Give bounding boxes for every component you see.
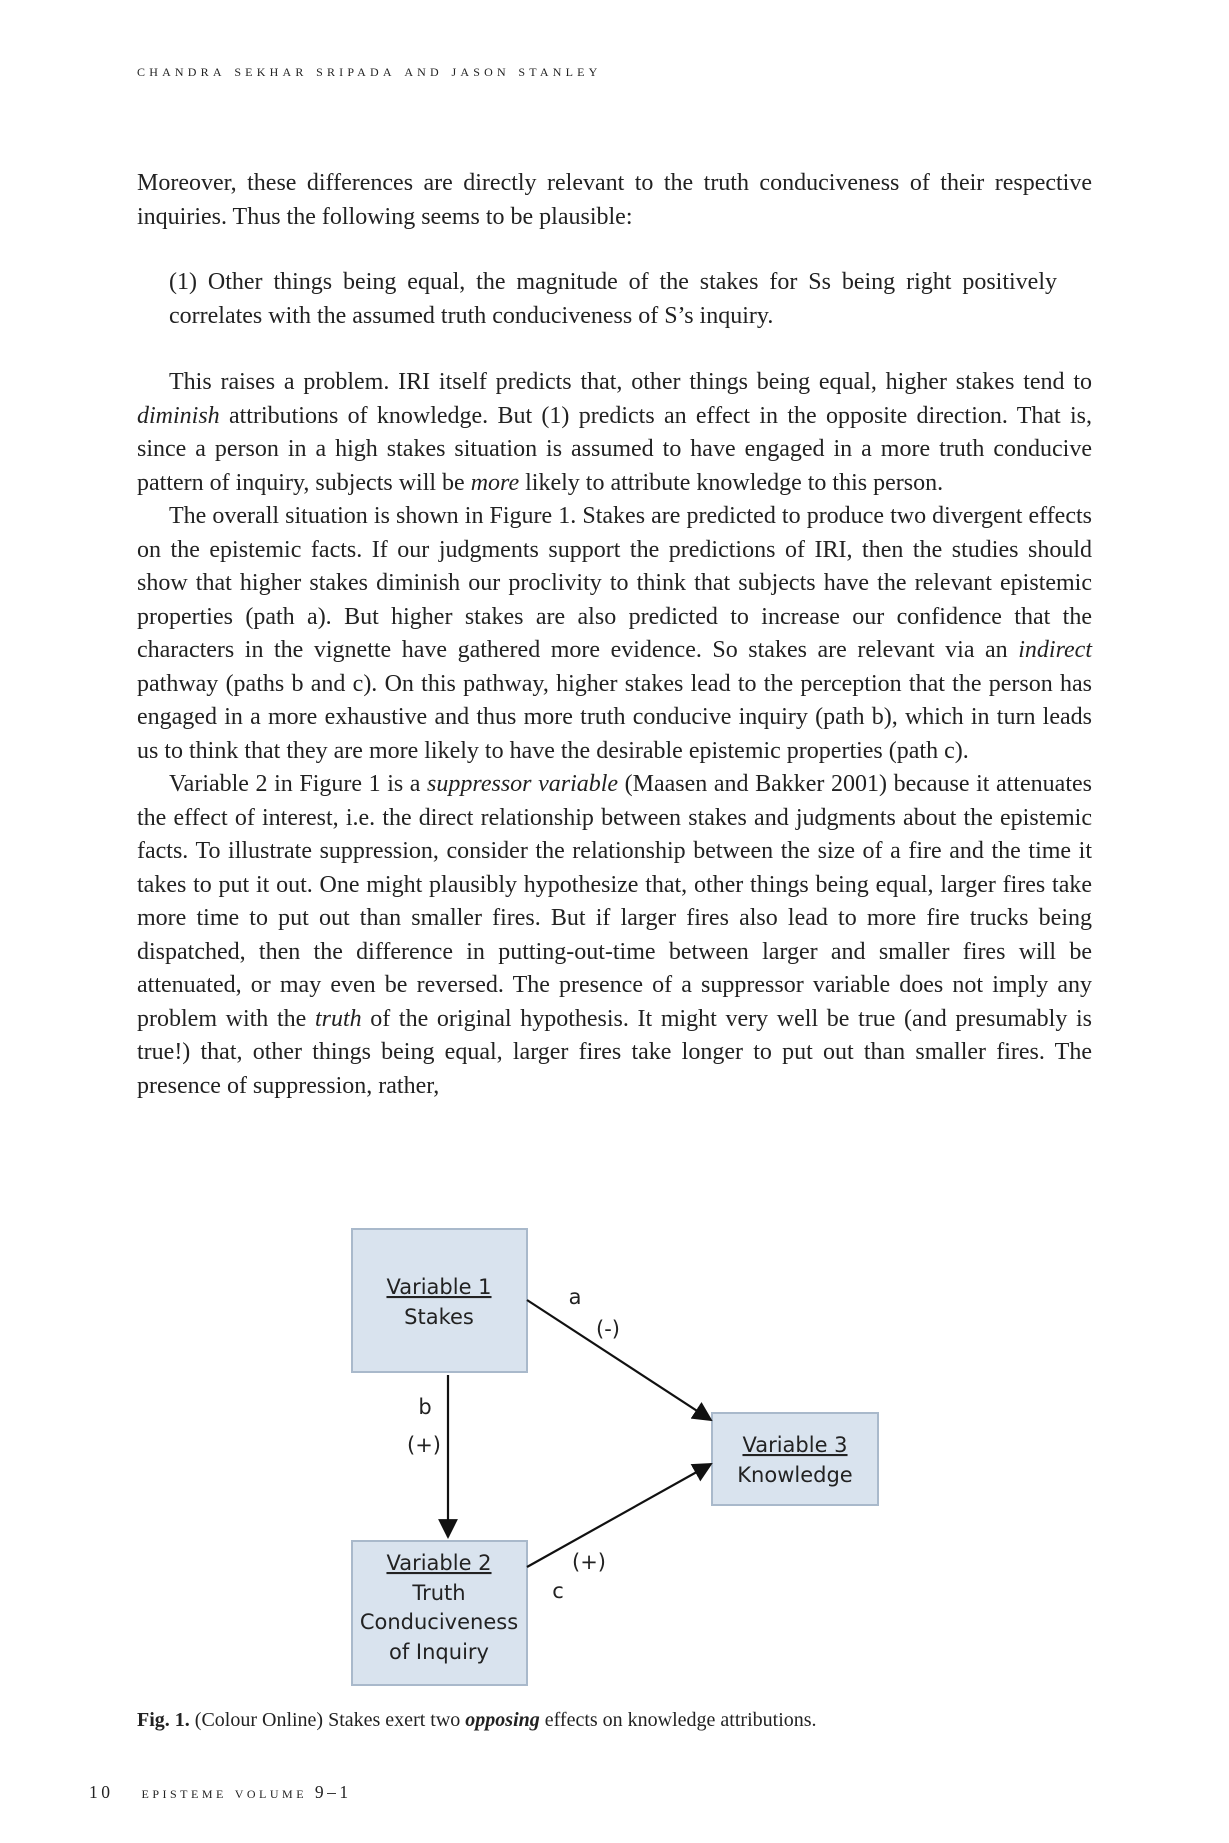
variable-2-title: Variable 2 — [386, 1551, 492, 1575]
p4-emphasis-truth: truth — [314, 1005, 362, 1032]
p2-emphasis-more: more — [470, 469, 520, 496]
p2-text-a: This raises a problem. IRI itself predicts that, other things being equal, higher stakes tend to — [169, 369, 1092, 395]
p2-text-b: attributions of knowledge. But (1) predicts an effect in the opposite direction. That is, since a person in a high stakes situation is assumed to have engaged in a more truth conducive pattern of inquiry, subjects will be — [137, 402, 1092, 496]
p4-text-c: of the original hypothesis. It might very well be true (and presumably is true!) that, other things being equal, larger fires take longer to put out than smaller fires. The presence of suppression, rather, — [137, 1005, 1092, 1099]
path-a-label: a — [568, 1285, 582, 1309]
variable-2-line-3: of Inquiry — [389, 1640, 489, 1664]
caption-emphasis: opposing — [465, 1709, 540, 1731]
variable-2-line-1: Truth — [412, 1581, 466, 1605]
p3-emphasis-indirect: indirect — [1018, 637, 1092, 663]
variable-1-box — [352, 1229, 527, 1372]
paragraph-1: Moreover, these differences are directly relevant to the truth conduciveness of their respective inquiries. Thus the following seems to be plausible: — [137, 170, 1092, 230]
p4-text-b: (Maasen and Bakker 2001) because it attenuates the effect of interest, i.e. the direct relationship between stakes and judgments about the epistemic facts. To illustrate suppression, consider the relationship between the size of a fire and the time it takes to put it out. One might plausibly hypothesize that, other things being equal, larger fires take more time to put out than smaller fires. But if larger fires also lead to more fire trucks being dispatched, then the difference in putting-out-time between larger and smaller fires will be attenuated, or may even be reversed. The presence of a suppressor variable does not imply any problem with the — [137, 771, 1092, 1032]
path-c-sign: (+) — [572, 1550, 606, 1574]
p2-text-c: likely to attribute knowledge to this person. — [519, 469, 944, 496]
variable-1-label: Stakes — [404, 1305, 474, 1329]
paragraph-2 — [137, 366, 1092, 500]
path-c-label: c — [552, 1579, 564, 1603]
body-text — [137, 167, 1092, 1103]
caption-text-a: (Colour Online) Stakes exert two — [189, 1709, 466, 1731]
path-b-sign: (+) — [407, 1433, 441, 1457]
p3-text-a: The overall situation is shown in Figure 1. Stakes are predicted to produce two divergent effects on the epistemic facts. If our judgments support the predictions of IRI, then the studies should show that higher stakes diminish our proclivity to think that subjects have the relevant epistemic properties (path a). But higher stakes are also predicted to increase our confidence that the characters in the vignette have gathered more evidence. So stakes are relevant via an — [137, 503, 1092, 663]
paragraph-3 — [137, 500, 1092, 768]
variable-3-box — [712, 1413, 878, 1505]
variable-3-label: Knowledge — [737, 1463, 853, 1487]
numbered-claim-1: (1) Other things being equal, the magnitude of the stakes for Ss being right positively correlates with the assumed truth conduciveness of S’s inquiry. — [169, 269, 1057, 329]
variable-2-line-2: Conduciveness — [359, 1610, 519, 1634]
paragraph-4 — [137, 768, 1092, 1103]
p3-text-b: pathway (paths b and c). On this pathway, higher stakes lead to the perception that the person has engaged in a more exhaustive and thus more truth conducive inquiry (path b), which in turn leads us to think that they are more likely to have the desirable epistemic properties (path c). — [137, 670, 1092, 764]
journal-name: episteme volume 9–1 — [141, 1782, 352, 1802]
figure-caption — [137, 1709, 817, 1732]
variable-3-title: Variable 3 — [742, 1433, 848, 1457]
variable-1-title: Variable 1 — [386, 1275, 492, 1299]
p4-emphasis-suppressor: suppressor variable — [427, 771, 619, 797]
running-head: chandra sekhar sripada and jason stanley — [137, 60, 602, 80]
figure-1-diagram — [330, 1225, 900, 1695]
p2-emphasis-diminish: diminish — [137, 402, 220, 429]
path-c-arrow — [527, 1464, 711, 1567]
caption-text-b: effects on knowledge attributions. — [539, 1709, 817, 1731]
path-b-label: b — [418, 1395, 432, 1419]
path-diagram — [330, 1225, 900, 1695]
path-a-sign: (-) — [596, 1317, 620, 1341]
page-number: 10 — [89, 1782, 114, 1802]
caption-label: Fig. 1. — [137, 1709, 190, 1731]
p4-text-a: Variable 2 in Figure 1 is a — [169, 771, 428, 797]
variable-2-box — [352, 1541, 527, 1685]
page-footer — [89, 1782, 352, 1803]
